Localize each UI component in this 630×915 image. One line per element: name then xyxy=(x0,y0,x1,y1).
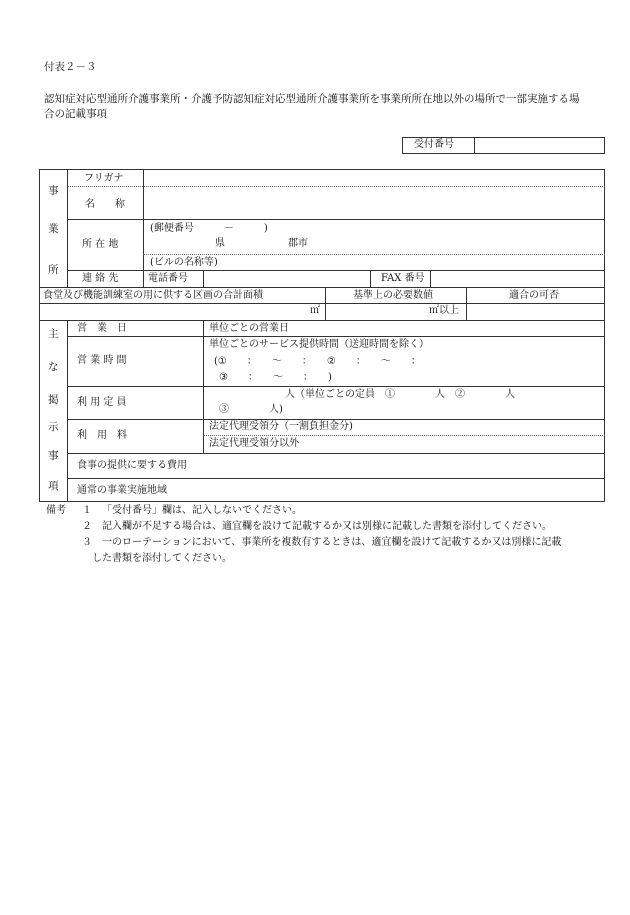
note-1-text: 「受付番号」欄は、記入しないでください。 xyxy=(102,505,302,516)
main-vertical-label-6: 項 xyxy=(48,480,59,492)
furigana-label: フリガナ xyxy=(84,173,124,184)
business-days-field[interactable]: 単位ごとの営業日 xyxy=(209,323,289,334)
business-hours-label: 営 業 時 間 xyxy=(77,355,127,366)
form-number: 付表２－３ xyxy=(44,61,97,73)
fee-insured-field[interactable]: 法定代理受領分（一割負担金分) xyxy=(209,421,353,432)
main-vertical-label-2: な xyxy=(48,361,59,373)
business-hours-row1[interactable]: (① ： ～ ： ② ： ～ ： xyxy=(214,356,421,367)
capacity-row1[interactable]: 人（単位ごとの定員 ① 人 ② 人 xyxy=(285,389,515,400)
office-name-label: 名 称 xyxy=(85,199,125,210)
main-vertical-label-5: 事 xyxy=(48,450,59,462)
phone-field[interactable] xyxy=(207,272,367,285)
fax-label: FAX 番号 xyxy=(381,273,425,284)
prefecture-field[interactable]: 県 xyxy=(215,238,225,249)
meal-cost-label: 食事の提供に要する費用 xyxy=(77,460,187,471)
service-area-field[interactable] xyxy=(209,482,599,498)
city-field[interactable]: 郡市 xyxy=(288,238,308,249)
office-vertical-label-2: 業 xyxy=(48,223,59,235)
main-vertical-label-3: 掲 xyxy=(48,394,59,406)
fit-label: 適合の可否 xyxy=(509,290,559,301)
note-3-continuation: した書類を添付してください。 xyxy=(92,553,232,564)
fee-label: 利 用 料 xyxy=(77,430,127,441)
capacity-row2[interactable]: ③ 人) xyxy=(219,404,283,415)
fit-field[interactable] xyxy=(470,305,600,318)
standard-value-field[interactable] xyxy=(330,305,425,318)
main-vertical-label-4: 示 xyxy=(48,421,59,433)
furigana-field[interactable] xyxy=(148,173,598,185)
area-unit: ㎡ xyxy=(310,305,320,316)
business-hours-caption: 単位ごとのサービス提供時間（送迎時間を除く） xyxy=(209,339,429,350)
area-unit-min: ㎡以上 xyxy=(429,305,459,316)
service-area-label: 通常の事業実施地域 xyxy=(77,485,167,496)
capacity-label: 利 用 定 員 xyxy=(77,397,127,408)
office-vertical-label-3: 所 xyxy=(48,264,59,276)
address-label: 所 在 地 xyxy=(82,239,119,250)
phone-label: 電話番号 xyxy=(148,273,188,284)
business-hours-row2[interactable]: ③ ： ～ ： ) xyxy=(219,372,332,383)
meal-cost-field[interactable] xyxy=(209,458,599,474)
total-area-field[interactable] xyxy=(44,305,304,318)
notes-label: 備考 xyxy=(46,505,66,516)
fax-field[interactable] xyxy=(434,272,602,285)
fee-other-field[interactable]: 法定代理受領分以外 xyxy=(209,438,299,449)
note-3-text: 一のローテーションにおいて、事業所を複数有するときは、適宜欄を設けて記載するか又は別様に記載 xyxy=(102,537,562,548)
building-name-field[interactable]: (ビルの名称等) xyxy=(150,257,218,268)
area-label: 食堂及び機能訓練室の用に供する区画の合計面積 xyxy=(43,290,263,301)
business-days-label: 営 業 日 xyxy=(77,323,127,334)
office-vertical-label-1: 事 xyxy=(48,185,59,197)
note-2-text: 記入欄が不足する場合は、適宜欄を設けて記載するか又は別様に記載した書類を添付してください。 xyxy=(102,521,552,532)
reception-label: 受付番号 xyxy=(414,139,454,150)
form-title-line1: 認知症対応型通所介護事業所・介護予防認知症対応型通所介護事業所を事業所所在地以外の場所で一部実施する場 xyxy=(44,93,580,105)
form-title-line2: 合の記載事項 xyxy=(44,108,107,120)
contact-label: 連 絡 先 xyxy=(82,273,119,284)
note-2-number: ２ xyxy=(82,521,92,532)
main-vertical-label-1: 主 xyxy=(48,328,59,340)
note-3-number: ３ xyxy=(82,537,92,548)
postal-code-field[interactable]: (郵便番号 － ) xyxy=(150,223,268,234)
note-1-number: １ xyxy=(82,505,92,516)
office-name-field[interactable] xyxy=(148,194,598,214)
reception-number-field[interactable] xyxy=(480,139,600,152)
standard-value-label: 基準上の必要数値 xyxy=(353,290,433,301)
